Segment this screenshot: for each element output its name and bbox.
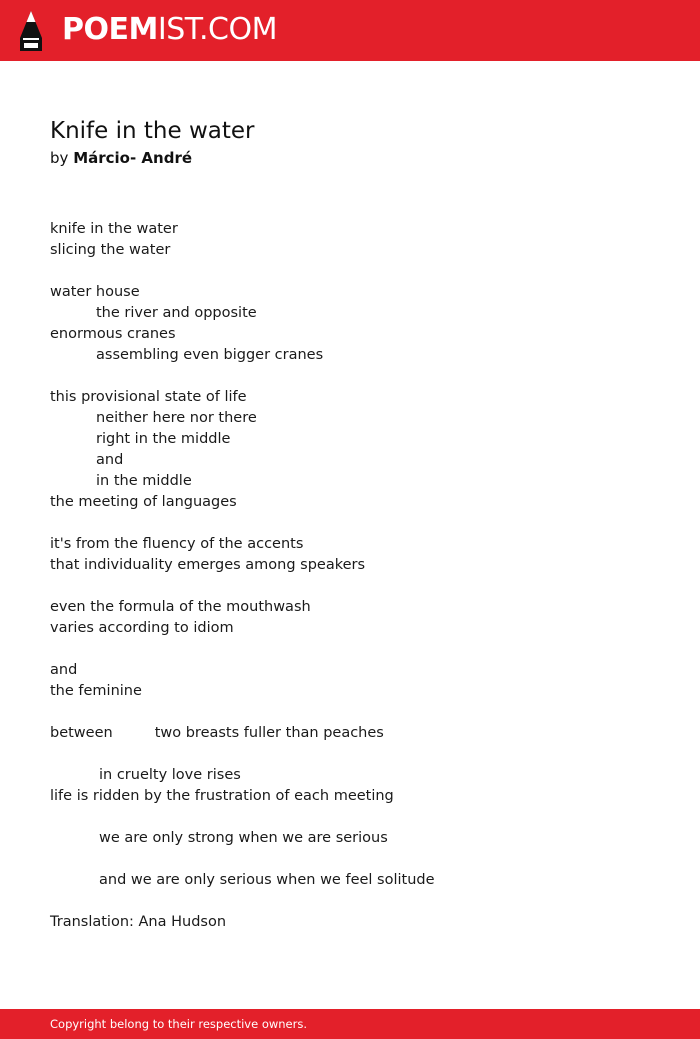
stanza-break (50, 702, 650, 723)
poem-byline (50, 148, 192, 169)
stanza-break (50, 807, 650, 828)
poem-line-part: two breasts fuller than peaches (154, 725, 384, 741)
poem-line: right in the middle (96, 431, 231, 447)
poem-line: and (96, 452, 124, 468)
poem-line: the river and opposite (96, 305, 257, 321)
site-header (0, 0, 700, 61)
poem-line: and we are only serious when we feel solitude (99, 872, 435, 888)
stanza-break (50, 849, 650, 870)
poem-author: Márcio- André (73, 149, 193, 167)
translation-credit: Translation: Ana Hudson (50, 914, 227, 930)
poem-line: knife in the water (50, 221, 178, 237)
stanza-break (50, 744, 650, 765)
logo-light-text: IST.COM (157, 12, 277, 47)
site-footer (0, 1009, 700, 1039)
poem-line: the meeting of languages (50, 494, 237, 510)
poem-line: in the middle (96, 473, 192, 489)
poem-line: it's from the fluency of the accents (50, 536, 304, 552)
pencil-tip-icon[interactable] (18, 10, 44, 52)
poem-line: enormous cranes (50, 326, 176, 342)
poem-line: neither here nor there (96, 410, 257, 426)
poem-line: in cruelty love rises (99, 767, 241, 783)
poem-line: assembling even bigger cranes (96, 347, 324, 363)
copyright-text: Copyright belong to their respective owners. (50, 1017, 308, 1031)
poem-title: Knife in the water (50, 118, 255, 144)
poem-line: slicing the water (50, 242, 171, 258)
stanza-break (50, 576, 650, 597)
site-logo[interactable] (62, 11, 277, 49)
stanza-break (50, 366, 650, 387)
poem-line: this provisional state of life (50, 389, 247, 405)
poem-line-part: between (50, 725, 113, 741)
poem-line: we are only strong when we are serious (99, 830, 388, 846)
poem-body (50, 219, 650, 933)
stanza-break (50, 261, 650, 282)
poem-line: even the formula of the mouthwash (50, 599, 311, 615)
stanza-break (50, 513, 650, 534)
logo-bold-text: POEM (62, 12, 158, 47)
poem-line: water house (50, 284, 140, 300)
by-label: by (50, 149, 69, 167)
poem-line: life is ridden by the frustration of each meeting (50, 788, 394, 804)
poem-line: varies according to idiom (50, 620, 234, 636)
stanza-break (50, 891, 650, 912)
stanza-break (50, 639, 650, 660)
poem-line: and (50, 662, 78, 678)
poem-line: that individuality emerges among speakers (50, 557, 366, 573)
poem-line (50, 723, 650, 744)
poem-line: the feminine (50, 683, 142, 699)
